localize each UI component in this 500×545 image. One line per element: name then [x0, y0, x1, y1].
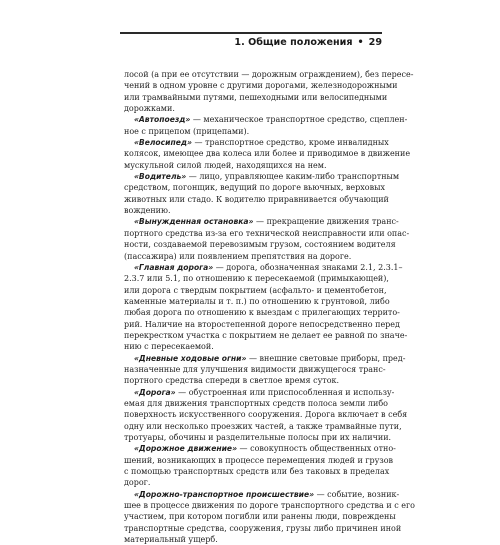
line-text: с помощью транспортных средств или без таковых в пределах: [124, 467, 390, 477]
line-text: дорог.: [124, 478, 151, 488]
line-text: шее в процессе движения по дороге транспортного средства и с его: [124, 501, 415, 511]
defined-term: «Дорожно-транспортное происшествие»: [134, 489, 315, 499]
line-text: колясок, имеющее два колеса или более и приводимое в движение: [124, 149, 411, 159]
line-text: 2.3.7 или 5.1, по отношению к пересекаемой (примыкающей),: [124, 274, 389, 284]
text-line: [124, 432, 392, 443]
line-text: поверхность искусственного сооружения. Дорога включает в себя: [124, 410, 408, 420]
text-line: [124, 455, 394, 466]
line-text: или дорога с твердым покрытием (асфальто- и цементобетон,: [124, 285, 387, 295]
text-line: [124, 296, 390, 307]
header-text: [234, 37, 382, 48]
text-line: [124, 251, 382, 262]
line-text: транспортные средства, сооружения, грузы либо причинен иной: [124, 523, 402, 533]
text-line: [124, 398, 388, 409]
line-text: животных или стадо. К водителю приравнивается обучающий: [124, 194, 389, 204]
line-text: ности, создаваемой перевозимым грузом, состоянием водителя: [124, 240, 396, 250]
line-text: емая для движения транспортных средств полоса земли либо: [124, 398, 388, 408]
line-text: каменные материалы и т. п.) по отношению к грунтовой, либо: [124, 296, 390, 306]
defined-term: «Дорожное движение»: [134, 444, 238, 454]
line-text: — транспортное средство, кроме инвалидных: [191, 138, 389, 148]
line-text: или трамвайными путями, пешеходными или велосипедными: [124, 92, 388, 102]
line-text: участием, при котором погибли или ранены люди, повреждены: [124, 512, 396, 522]
line-text: — совокупность общественных отно-: [237, 444, 396, 454]
line-text: — прекращение движения транс-: [253, 217, 399, 227]
text-line: [124, 103, 382, 114]
definition-line: [124, 387, 395, 398]
line-text: портного средства спереди в светлое время суток.: [124, 376, 340, 386]
text-line: [124, 182, 385, 193]
line-text: — дорога, обозначенная знаками 2.1, 2.3.1–: [213, 262, 403, 272]
text-line: [124, 228, 410, 239]
line-text: тротуары, обочины и разделительные полосы при их наличии.: [124, 433, 392, 442]
line-text: дорожками.: [124, 104, 175, 114]
defined-term: «Главная дорога»: [134, 262, 214, 272]
text-line: [124, 375, 382, 386]
definition-line: [124, 353, 406, 364]
line-text: шений, возникающих в процессе перемещения людей и грузов: [124, 455, 394, 465]
defined-term: «Дорога»: [134, 387, 176, 397]
text-line: [124, 126, 382, 137]
text-line: [124, 421, 402, 432]
running-header: [120, 32, 382, 52]
line-text: рий. Наличие на второстепенной дороге непосредственно перед: [124, 319, 400, 329]
line-text: лосой (а при ее отсутствии — дорожным ограждением), без пересе-: [124, 70, 414, 79]
text-line: [124, 148, 411, 159]
text-line: [124, 205, 382, 216]
line-text: чений в одном уровне с другими дорогами, железнодорожными: [124, 81, 398, 91]
header-bullet: •: [357, 37, 364, 48]
definition-line: [124, 489, 400, 500]
defined-term: «Велосипед»: [134, 138, 192, 148]
defined-term: «Вынужденная остановка»: [134, 217, 254, 227]
line-text: одну или несколько проезжих частей, а также трамвайные пути,: [124, 421, 402, 431]
line-text: материальный ущерб.: [124, 535, 218, 545]
text-line: [124, 239, 396, 250]
line-text: — внешние световые приборы, пред-: [246, 353, 406, 363]
text-line: [124, 330, 408, 341]
line-text: — лицо, управляющее каким-либо транспортным: [186, 172, 400, 182]
definition-line: [124, 262, 403, 273]
text-line: [124, 307, 400, 318]
line-text: (пассажира) или появлением препятствия на дороге.: [124, 251, 352, 261]
page-body: [124, 69, 415, 545]
text-line: [124, 511, 396, 522]
text-line: [124, 500, 415, 511]
text-line: [124, 285, 387, 296]
text-line: [124, 523, 402, 534]
line-text: — обустроенная или приспособленная и использу-: [175, 387, 395, 397]
line-text: перекрестком участка с покрытием не делает ее равной по значе-: [124, 330, 408, 340]
line-text: назначенные для улучшения видимости движущегося транс-: [124, 364, 386, 374]
section-title: 1. Общие положения: [234, 37, 353, 48]
defined-term: «Дневные ходовые огни»: [134, 353, 247, 363]
line-text: любая дорога по отношению к выездам с прилегающих террито-: [124, 308, 400, 318]
text-line: [124, 364, 386, 375]
text-line: [124, 160, 382, 171]
defined-term: «Водитель»: [134, 172, 187, 182]
line-text: мускульной силой людей, находящихся на нем.: [124, 160, 327, 170]
line-text: средством, погонщик, ведущий по дороге вьючных, верховых: [124, 183, 385, 193]
definition-line: [124, 216, 399, 227]
text-line: [124, 466, 390, 477]
line-text: портного средства из-за его технической неисправности или опас-: [124, 228, 410, 238]
page-number: 29: [368, 37, 382, 48]
text-line: [124, 80, 398, 91]
text-line: [124, 477, 382, 488]
header-rule: [120, 32, 382, 34]
text-line: [124, 341, 382, 352]
definition-line: [124, 443, 396, 454]
line-text: ное с прицепом (прицепами).: [124, 126, 250, 136]
definition-line: [124, 114, 408, 125]
text-line: [124, 273, 389, 284]
text-line: [124, 409, 408, 420]
line-text: — механическое транспортное средство, сцеплен-: [190, 115, 408, 125]
line-text: нию с пересекаемой.: [124, 342, 214, 352]
text-line: [124, 92, 388, 103]
text-line: [124, 194, 389, 205]
text-line: [124, 534, 382, 545]
line-text: — событие, возник-: [314, 489, 400, 499]
text-line: [124, 69, 414, 80]
line-text: вождению.: [124, 206, 171, 216]
definition-line: [124, 171, 400, 182]
text-line: [124, 319, 400, 330]
defined-term: «Автопоезд»: [134, 115, 191, 125]
definition-line: [124, 137, 389, 148]
